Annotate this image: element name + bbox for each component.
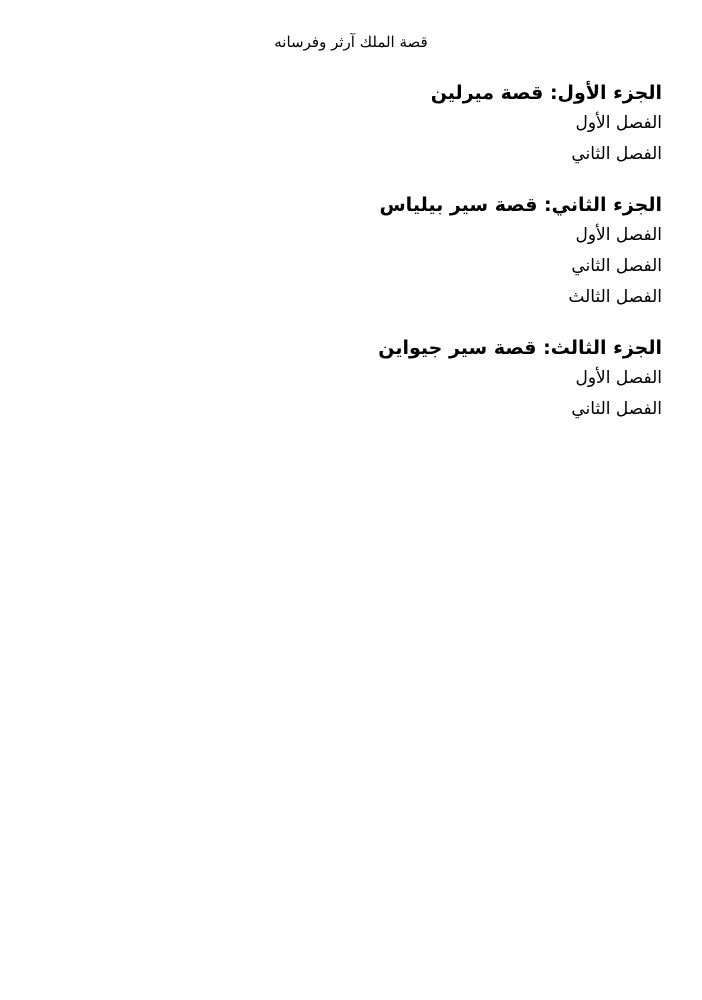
chapter-entry[interactable]: الفصل الأول <box>575 225 662 245</box>
chapter-entry[interactable]: الفصل الثالث <box>568 287 662 307</box>
table-of-contents <box>142 78 662 445</box>
toc-part-3 <box>142 333 662 425</box>
toc-part-2 <box>142 190 662 313</box>
toc-part-1 <box>142 78 662 170</box>
part-title[interactable]: الجزء الثالث: قصة سير جيواين <box>378 337 662 359</box>
running-header: قصة الملك آرثر وفرسانه <box>274 33 428 51</box>
part-title[interactable]: الجزء الثاني: قصة سير بيلياس <box>379 194 662 216</box>
part-title[interactable]: الجزء الأول: قصة ميرلين <box>430 82 662 104</box>
chapter-entry[interactable]: الفصل الثاني <box>571 399 662 419</box>
chapter-entry[interactable]: الفصل الأول <box>575 368 662 388</box>
chapter-entry[interactable]: الفصل الثاني <box>571 256 662 276</box>
chapter-entry[interactable]: الفصل الثاني <box>571 144 662 164</box>
chapter-entry[interactable]: الفصل الأول <box>575 113 662 133</box>
